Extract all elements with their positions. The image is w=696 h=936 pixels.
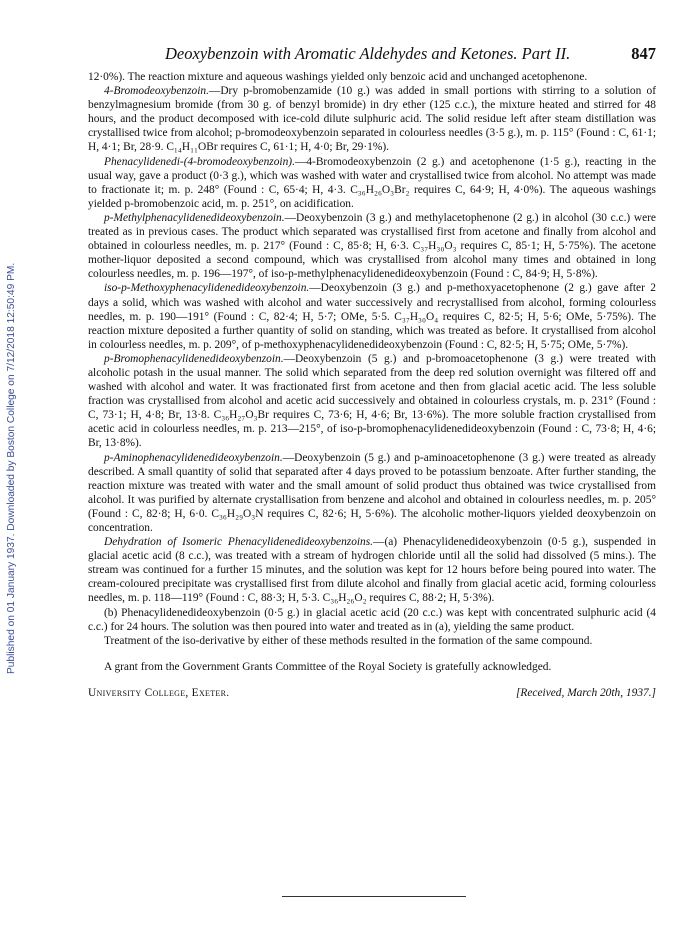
paragraph: p-Aminophenacylidenedideoxybenzoin.—Deoxybenzoin (5 g.) and p-aminoacetophenone (3 g.) were treated as already described. A small quantity of solid that separated after 4 days proved to be potassium benzoate. After further standing, the reaction mixture was treated with water and the small amount of solid product thus obtained was twice crystallised from alcohol. It was purified by alternate crystallisation from benzene and alcohol and obtained in colourless needles, m. p. 205° (Found : C, 82·8; H, 6·0. C₃₆H₂₉O₃N requires C, 82·6; H, 5·6%). The alcoholic mother-liquors yielded deoxybenzoin on concentration.: [88, 451, 656, 534]
running-title: Deoxybenzoin with Aromatic Aldehydes and Ketones. Part II.: [165, 44, 571, 63]
paragraph: Treatment of the iso-derivative by either of these methods resulted in the formation of the same compound.: [104, 634, 593, 647]
affiliation: University College, Exeter.: [88, 686, 230, 699]
paragraph: 12·0%). The reaction mixture and aqueous washings yielded only benzoic acid and unchanged acetophenone.: [88, 71, 588, 83]
end-rule: [282, 896, 466, 897]
section-lead: p-Aminophenacylidenedideoxybenzoin.: [104, 451, 283, 464]
section-lead: p-Bromophenacylidenedideoxybenzoin.: [104, 352, 284, 365]
article-body: [88, 70, 656, 700]
section-lead: 4-Bromodeoxybenzoin.: [104, 85, 209, 98]
paragraph: Dehydration of Isomeric Phenacylidenedideoxybenzoins.—(a) Phenacylidenedideoxybenzoin (0·5 g.), suspended in glacial acetic acid (8 c.c.), was treated with a stream of hydrogen chloride until all the solid had dissolved (5 mins.). The stream was continued for a further 15 minutes, and the solution was kept for 12 hours before being poured into water. The cream-coloured precipitate was crystallised first from dilute alcohol and finally from glacial acetic acid, forming colourless needles, m. p. 118—119° (Found : C, 88·3; H, 5·3. C₃₆H₂₆O₂ requires C, 88·2; H, 5·3%).: [88, 536, 657, 605]
paragraph: p-Methylphenacylidenedideoxybenzoin.—Deoxybenzoin (3 g.) and methylacetophenone (2 g.) in alcohol (30 c.c.) were treated as in previous cases. The product which separated was crystallised first from acetone and finally from alcohol and obtained in colourless needles, m. p. 217° (Found : C, 85·8; H, 6·3. C₃₇H₃₀O₃ requires C, 85·1; H, 5·75%). The acetone mother-liquor deposited a second compound, which was crystallised from alcohol many times and obtained in long colourless needles, m. p. 196—197°, of iso-p-methylphenacylidenedideoxybenzoin (Found : C, 84·9; H, 5·8%).: [88, 211, 656, 281]
section-lead: p-Methylphenacylidenedideoxybenzoin.: [104, 211, 285, 224]
paragraph: iso-p-Methoxyphenacylidenedideoxybenzoin.—Deoxybenzoin (3 g.) and p-methoxyacetophenone (2 g.) gave after 2 days a solid, which was washed with alcohol and water successively and recrystallised from alcohol, forming colourless needles, m. p. 190—191° (Found : C, 82·4; H, 5·7; OMe, 5·5. C₃₇H₃₀O₄ requires C, 82·5; H, 5·6; OMe, 5·75%). The reaction mixture deposited a further quantity of solid on standing, which was treated as before. It crystallised from alcohol in colourless needles, m. p. 209°, of p-methoxyphenacylidenedideoxybenzoin (Found : C, 82·5; H, 5·75; OMe, 5·7%).: [88, 282, 656, 351]
download-watermark-text: Published on 01 January 1937. Downloaded by Boston College on 7/12/2018 12:50:49 PM.: [6, 262, 17, 674]
paragraph: p-Bromophenacylidenedideoxybenzoin.—Deoxybenzoin (5 g.) and p-bromoacetophenone (3 g.) were treated with alcoholic potash in the usual manner. The solid which separated from the deep red solution overnight was filtered off and washed with alcohol and water. It was fractionated first from acetone and then from glacial acetic acid. The less soluble fraction was crystallised from alcohol and acetic acid successively and obtained in colourless crystals, m. p. 231° (Found : C, 73·1; H, 4·8; Br, 13·8. C₃₆H₂₇O₃Br requires C, 73·6; H, 4·6; Br, 13·6%). The more soluble fraction crystallised from acetic acid in colourless needles, m. p. 213—215°, of iso-p-bromophenacylidenedideoxybenzoin (Found : C, 73·8; H, 4·6; Br, 13·8%).: [88, 352, 656, 450]
article-footer: [88, 686, 656, 700]
received-date: [Received, March 20th, 1937.]: [515, 686, 656, 699]
section-lead: iso-p-Methoxyphenacylidenedideoxybenzoin.: [104, 282, 310, 295]
section-lead: Dehydration of Isomeric Phenacylidenedideoxybenzoins.: [104, 536, 374, 549]
section-lead: Phenacylidenedi-(4-bromodeoxybenzoin).: [104, 155, 295, 168]
download-watermark: [0, 0, 24, 936]
page-number: 847: [631, 44, 656, 63]
acknowledgement: A grant from the Government Grants Committee of the Royal Society is gratefully acknowledged.: [104, 660, 552, 673]
paragraph: (b) Phenacylidenedideoxybenzoin (0·5 g.) in glacial acetic acid (20 c.c.) was kept with concentrated sulphuric acid (4 c.c.) for 24 hours. The solution was then poured into water and treated as in (a), yielding the same product.: [88, 606, 656, 633]
paragraph: 4-Bromodeoxybenzoin.—Dry p-bromobenzamide (10 g.) was added in small portions with stirring to a solution of benzylmagnesium bromide (from 30 g. of benzyl bromide) in dry ether (125 c.c.), the mixture heated and stirred for 48 hours, and the product decomposed with ice-cold dilute sulphuric acid. The solid residue left after steam distillation was crystallised twice from alcohol; p-bromodeoxybenzoin separated in colourless needles (3·5 g.), m. p. 115° (Found : C, 61·1; H, 4·1; Br, 28·9. C₁₄H₁₁OBr requires C, 61·1; H, 4·0; Br, 29·1%).: [88, 85, 656, 154]
paragraph: Phenacylidenedi-(4-bromodeoxybenzoin).—4-Bromodeoxybenzoin (2 g.) and acetophenone (1·5 g.), reacting in the usual way, gave a product (0·3 g.), which was washed with water and crystallised twice from alcohol. No attempt was made to fractionate it; m. p. 248° (Found : C, 65·4; H, 4·3. C₃₆H₂₆O₃Br₂ requires C, 64·9; H, 4·0%). The aqueous washings yielded p-bromobenzoic acid, m. p. 251°, on acidification.: [88, 155, 656, 210]
running-header: [88, 44, 656, 66]
